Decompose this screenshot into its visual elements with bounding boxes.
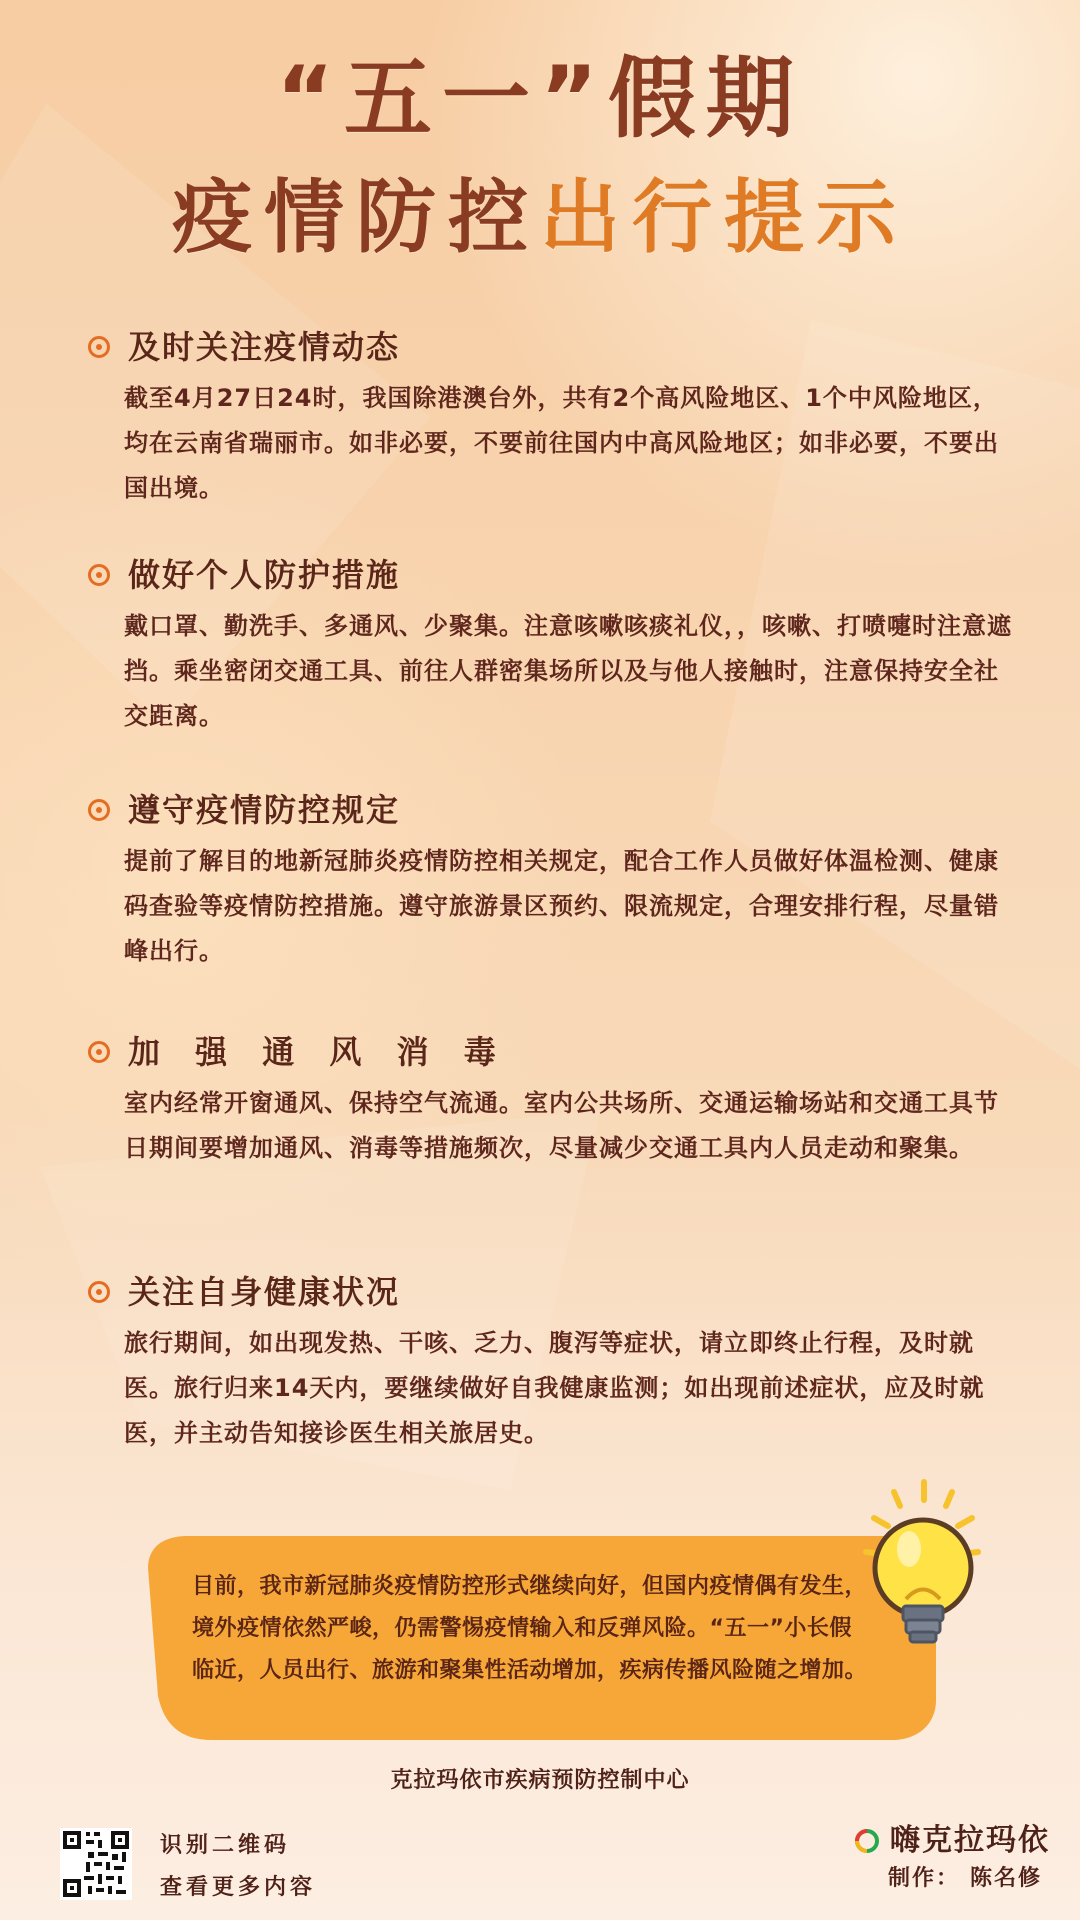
creator-credit [888,1868,1042,1890]
section-3-title: 遵守疫情防控规定 [128,791,401,829]
target-bullet-icon [88,564,110,586]
section-1-header [88,325,1018,369]
section-3-body: 提前了解目的地新冠肺炎疫情防控相关规定，配合工作人员做好体温检测、健康码查验等疫情防控措施。遵守旅游景区预约、限流规定，合理安排行程，尽量错峰出行。 [124,847,999,965]
section-5-title: 关注自身健康状况 [128,1273,401,1311]
title-line-2 [0,171,1080,264]
brand-block [852,1823,1050,1858]
section-1-body: 截至4月27日24时，我国除港澳台外，共有2个高风险地区、1个中风险地区，均在云南省瑞丽市。如非必要，不要前往国内中高风险地区；如非必要，不要出国出境。 [124,384,999,502]
qr-caption-line-1: 识别二维码 [160,1833,291,1858]
target-bullet-icon [88,799,110,821]
target-bullet-icon [88,1041,110,1063]
creator-name: 陈名修 [969,1866,1042,1891]
target-bullet-icon [88,1281,110,1303]
section-2-header [88,553,1018,597]
section-4-header [88,1030,1018,1074]
creator-label: 制作： [887,1866,960,1891]
section-1-title: 及时关注疫情动态 [128,328,401,366]
section-4-title: 加 强 通 风 消 毒 [128,1033,508,1071]
callout-text: 目前，我市新冠肺炎疫情防控形式继续向好，但国内疫情偶有发生，境外疫情依然严峻，仍需警惕疫情输入和反弹风险。“五一”小长假临近，人员出行、旅游和聚集性活动增加，疾病传播风险随之增加。 [192,1574,868,1683]
target-bullet-icon [88,336,110,358]
section-4-body: 室内经常开窗通风、保持空气流通。室内公共场所、交通运输场站和交通工具节日期间要增加通风、消毒等措施频次，尽量减少交通工具内人员走动和聚集。 [124,1089,999,1162]
brand-name: 嗨克拉玛依 [890,1823,1050,1858]
organization-name: 克拉玛依市疾病预防控制中心 [390,1768,690,1793]
section-2 [88,553,1018,739]
qr-caption-line-2: 查看更多内容 [160,1875,317,1900]
section-5-body: 旅行期间，如出现发热、干咳、乏力、腹泻等症状，请立即终止行程，及时就医。旅行归来14天内，要继续做好自我健康监测；如出现前述症状，应及时就医，并主动告知接诊医生相关旅居史。 [124,1329,985,1447]
section-4 [88,1030,1018,1171]
section-5-header [88,1270,1018,1314]
title-line-2-part-1: 疫情防控 [172,171,540,264]
section-3-header [88,788,1018,832]
section-2-title: 做好个人防护措施 [128,556,401,594]
title-line-2-part-2: 出行提示 [540,171,908,264]
notice-callout [130,1528,950,1748]
brand-logo-icon [852,1826,882,1856]
title-line-1-text: “五一”假期 [276,47,804,150]
title-line-1 [0,47,1080,150]
light-bulb-icon [840,1470,990,1670]
qr-code-icon [60,1828,132,1900]
section-1 [88,325,1018,511]
section-3 [88,788,1018,974]
section-5 [88,1270,1018,1456]
section-2-body: 戴口罩、勤洗手、多通风、少聚集。注意咳嗽咳痰礼仪，，咳嗽、打喷嚏时注意遮挡。乘坐密闭交通工具、前往人群密集场所以及与他人接触时，注意保持安全社交距离。 [124,612,1012,730]
